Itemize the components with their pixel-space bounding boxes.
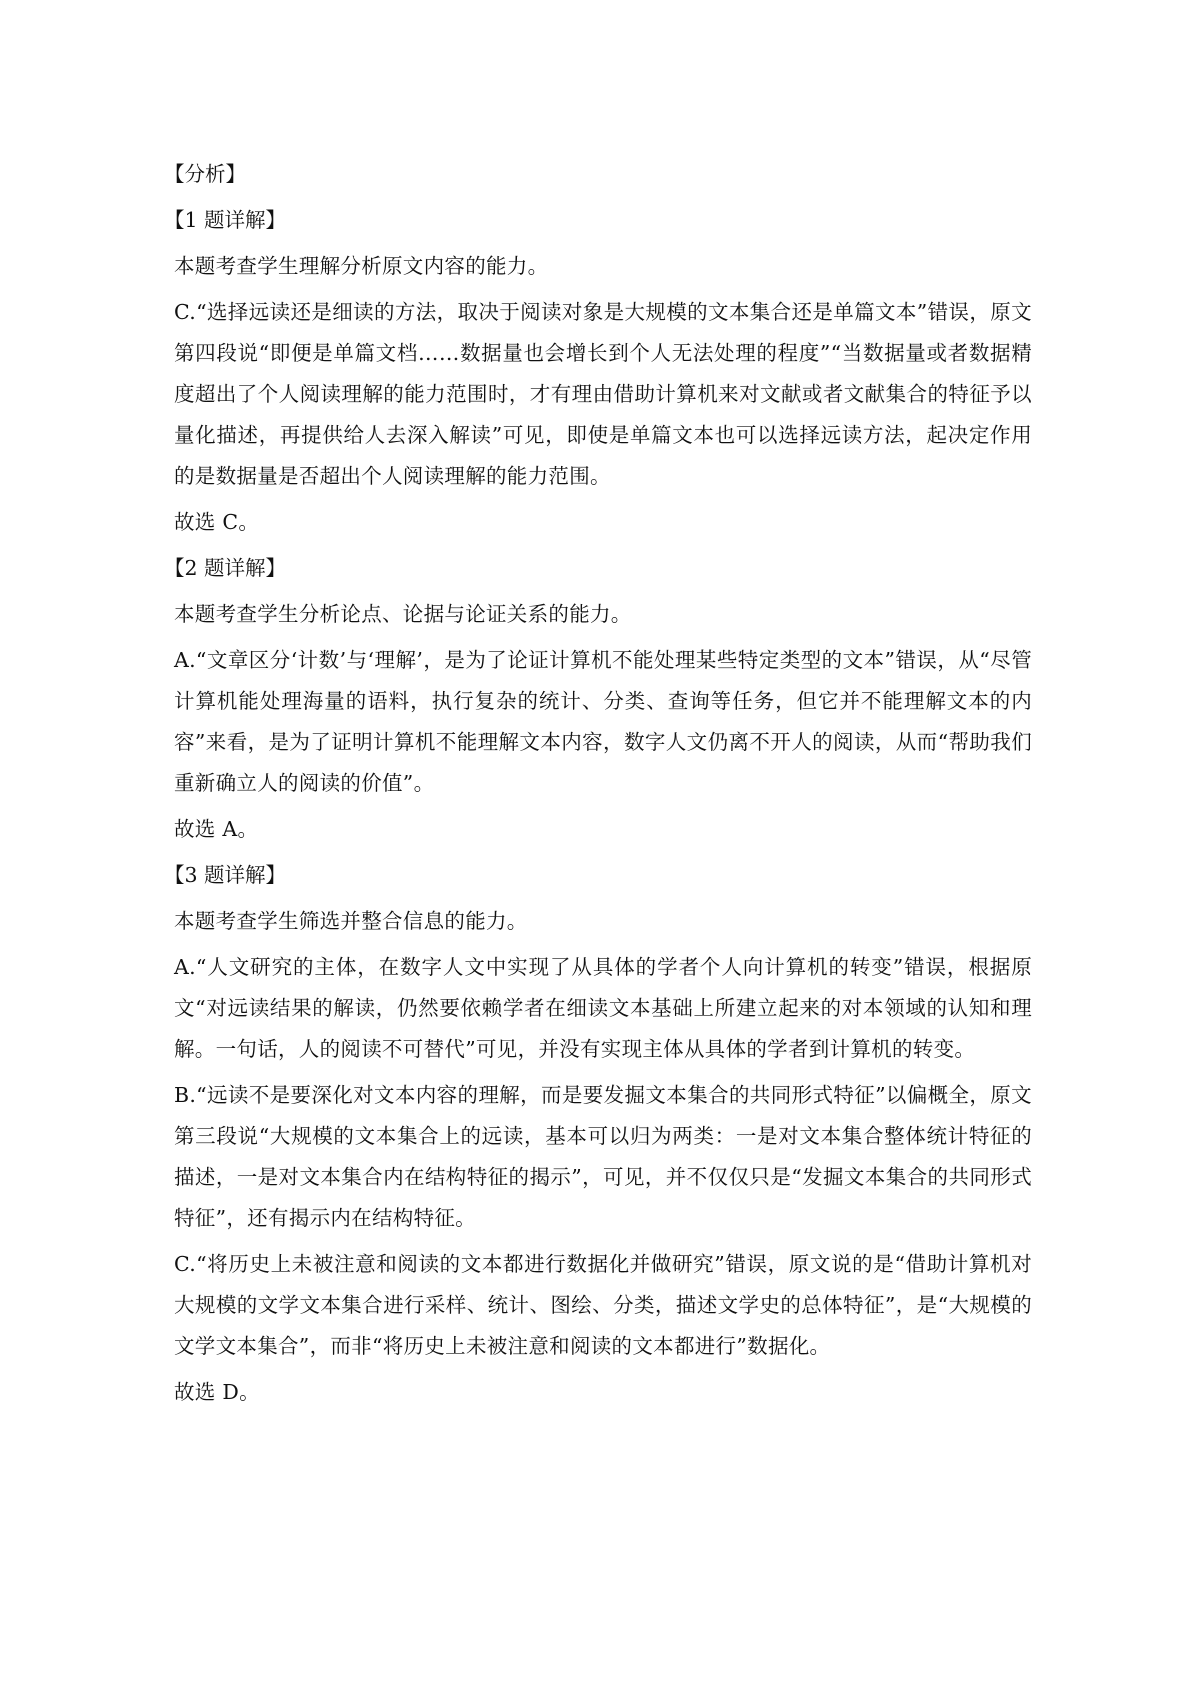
q2-answer: 故选 A。 [174,817,259,841]
q1-option-c: C.“选择远读还是细读的方法，取决于阅读对象是大规模的文本集合还是单篇文本”错误，原文第四段说“即便是单篇文档……数据量也会增长到个人无法处理的程度”“当数据量或者数据精度超出了个人阅读理解的能力范围时，才有理由借助计算机来对文献或者文献集合的特征予以量化描述，再提供给人去深入解读”可见，即使是单篇文本也可以选择远读方法，起决定作用的是数据量是否超出个人阅读理解的能力范围。 [174,300,1032,488]
q2-option-a: A.“文章区分‘计数’与‘理解’，是为了论证计算机不能处理某些特定类型的文本”错误，从“尽管计算机能处理海量的语料，执行复杂的统计、分类、查询等任务，但它并不能理解文本的内容”来看，是为了证明计算机不能理解文本内容，数字人文仍离不开人的阅读，从而“帮助我们重新确立人的阅读的价值”。 [174,648,1032,795]
analysis-heading: 【分析】 [164,162,246,186]
q3-option-b: B.“远读不是要深化对文本内容的理解，而是要发掘文本集合的共同形式特征”以偏概全，原文第三段说“大规模的文本集合上的远读，基本可以归为两类：一是对文本集合整体统计特征的描述，一是对文本集合内在结构特征的揭示”，可见，并不仅仅只是“发掘文本集合的共同形式特征”，还有揭示内在结构特征。 [174,1083,1032,1230]
q2-intro: 本题考查学生分析论点、论据与论证关系的能力。 [174,602,632,626]
q3-option-c: C.“将历史上未被注意和阅读的文本都进行数据化并做研究”错误，原文说的是“借助计算机对大规模的文学文本集合进行采样、统计、图绘、分类，描述文学史的总体特征”，是“大规模的文学文本集合”，而非“将历史上未被注意和阅读的文本都进行”数据化。 [174,1252,1032,1358]
q1-heading: 【1 题详解】 [164,208,287,232]
q3-heading: 【3 题详解】 [164,863,287,887]
q2-heading: 【2 题详解】 [164,556,287,580]
q3-option-a: A.“人文研究的主体，在数字人文中实现了从具体的学者个人向计算机的转变”错误，根据原文“对远读结果的解读，仍然要依赖学者在细读文本基础上所建立起来的对本领域的认知和理解。一句话，人的阅读不可替代”可见，并没有实现主体从具体的学者到计算机的转变。 [174,955,1032,1061]
answer-analysis [164,154,1032,1418]
q3-intro: 本题考查学生筛选并整合信息的能力。 [174,909,528,933]
q3-answer: 故选 D。 [174,1380,260,1404]
q1-intro: 本题考查学生理解分析原文内容的能力。 [174,254,549,278]
q1-answer: 故选 C。 [174,510,260,534]
